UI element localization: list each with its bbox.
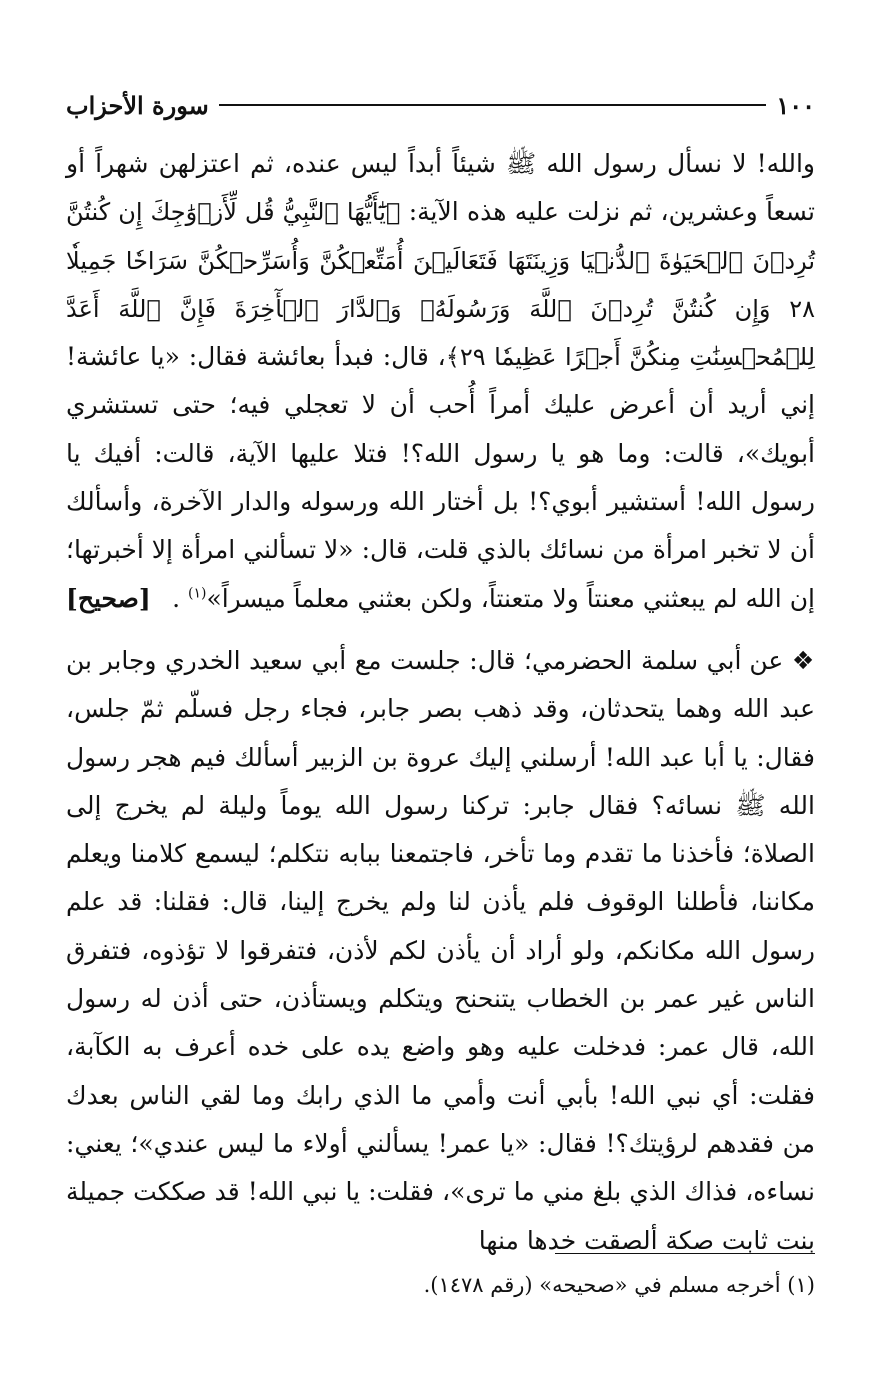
footnote-divider — [555, 1253, 815, 1254]
hadith-paragraph-2 — [66, 637, 815, 1265]
paragraph-text: عن أبي سلمة الحضرمي؛ قال: جلست مع أبي سعيد الخدري وجابر بن عبد الله وهما يتحدثان، وقد ذهب بصر جابر، فجاء رجل فسلّم ثمّ جلس، فقال: يا أبا عبد الله! أرسلني إليك عروة بن الزبير أسألك فيم هجر رسول الله ﷺ نسائه؟ فقال جابر: تركنا رسول الله يوماً وليلة لم يخرج إلى الصلاة؛ فأخذنا ما تقدم وما تأخر، فاجتمعنا ببابه نتكلم؛ ليسمع كلامنا ويعلم مكاننا، فأطلنا الوقوف فلم يأذن لنا ولم يخرج إلينا، قال: فقلنا: قد علم رسول الله مكانكم، ولو أراد أن يأذن لكم لأذن، فتفرقوا لا تؤذوه، فتفرق الناس غير عمر بن الخطاب يتنحنح ويتكلم ويستأذن، حتى أذن له رسول الله، قال عمر: فدخلت عليه وهو واضع يده على خده أعرف به الكآبة، فقلت: أي نبي الله! بأبي أنت وأمي ما الذي رابك وما لقي الناس بعدك من فقدهم لرؤيتك؟! فقال: «يا عمر! يسألني أولاء ما ليس عندي»؛ يعني: نساءه، فذاك الذي بلغ مني ما ترى»، فقلت: يا نبي الله! قد صككت جميلة بنت ثابت صكة ألصقت خدها منها — [66, 645, 815, 1255]
main-text — [66, 140, 815, 1265]
hadith-grade: [صحيح] — [66, 583, 151, 613]
footnote-reference: (١) — [187, 585, 207, 602]
paragraph-text: ، قال: فبدأ بعائشة فقال: «يا عائشة! إني أريد أن أعرض عليك أمراً أُحب أن لا تعجلي فيه؛ حتى تستشري أبويك»، قالت: وما هو يا رسول الله؟! فتلا عليها الآية، قالت: أفيك يا رسول الله! أستشير أبوي؟! بل أختار الله ورسوله والدار الآخرة، وأسألك أن لا تخبر امرأة من نسائك بالذي قلت، قال: «لا تسألني امرأة إلا أخبرتها؛ إن الله لم يبعثني معنتاً ولا متعنتاً، ولكن بعثني معلماً ميسراً» — [66, 342, 815, 613]
header-divider — [219, 104, 767, 106]
page-header — [66, 88, 815, 122]
paragraph-gap — [66, 623, 815, 637]
surah-title: سورة الأحزاب — [66, 90, 209, 120]
quran-verse: ﴿يَٰٓأَيُّهَا ٱلنَّبِيُّ قُل لِّأَزۡوَٰجِكَ إِن كُنتُنَّ تُرِدۡنَ ٱلۡحَيَوٰةَ ٱلدُّنۡيَا وَزِينَتَهَا فَتَعَالَيۡنَ أُمَتِّعۡكُنَّ وَأُسَرِّحۡكُنَّ سَرَاحٗا جَمِيلٗا ٢٨ وَإِن كُنتُنَّ تُرِدۡنَ ٱللَّهَ وَرَسُولَهُۥ وَٱلدَّارَ ٱلۡأٓخِرَةَ فَإِنَّ ٱللَّهَ أَعَدَّ لِلۡمُحۡسِنَٰتِ مِنكُنَّ أَجۡرًا عَظِيمٗا ٢٩﴾ — [66, 198, 816, 372]
hadith-paragraph-1: والله! لا نسأل رسول الله ﷺ شيئاً أبداً ليس عنده، ثم اعتزلهن شهراً أو تسعاً وعشرين، ثم نزلت عليه هذه الآية: ﴿يَٰٓأَيُّهَا ٱلنَّبِيُّ قُل لِّأَزۡوَٰجِكَ إِن كُنتُنَّ تُرِدۡنَ ٱلۡحَيَوٰةَ ٱلدُّنۡيَا وَزِينَتَهَا فَتَعَالَيۡنَ أُمَتِّعۡكُنَّ وَأُسَرِّحۡكُنَّ سَرَاحٗا جَمِيلٗا ٢٨ وَإِن كُنتُنَّ تُرِدۡنَ ٱللَّهَ وَرَسُولَهُۥ وَٱلدَّارَ ٱلۡأٓخِرَةَ فَإِنَّ ٱللَّهَ أَعَدَّ لِلۡمُحۡسِنَٰتِ مِنكُنَّ أَجۡرًا عَظِيمٗا ٢٩﴾، قال: فبدأ بعائشة فقال: «يا عائشة! إني أريد أن أعرض عليك أمراً أُحب أن لا تعجلي فيه؛ حتى تستشري أبويك»، قالت: وما هو يا رسول الله؟! فتلا عليها الآية، قالت: أفيك يا رسول الله! أستشير أبوي؟! بل أختار الله ورسوله والدار الآخرة، وأسألك أن لا تخبر امرأة من نسائك بالذي قلت، قال: «لا تسألني امرأة إلا أخبرتها؛ إن الله لم يبعثني معنتاً ولا متعنتاً، ولكن بعثني معلماً ميسراً»$^{(١)}$ . [صحيح] — [66, 140, 815, 623]
paragraph-bullet-icon: ❖ — [791, 645, 815, 675]
page-number: ١٠٠ — [776, 90, 815, 120]
footnote: (١) أخرجه مسلم في «صحيحه» (رقم ١٤٧٨). — [423, 1273, 815, 1297]
paragraph-text: والله! لا نسأل رسول الله ﷺ شيئاً أبداً ليس عنده، ثم اعتزلهن شهراً أو تسعاً وعشرين، ثم نزلت عليه هذه الآية: — [66, 149, 815, 227]
